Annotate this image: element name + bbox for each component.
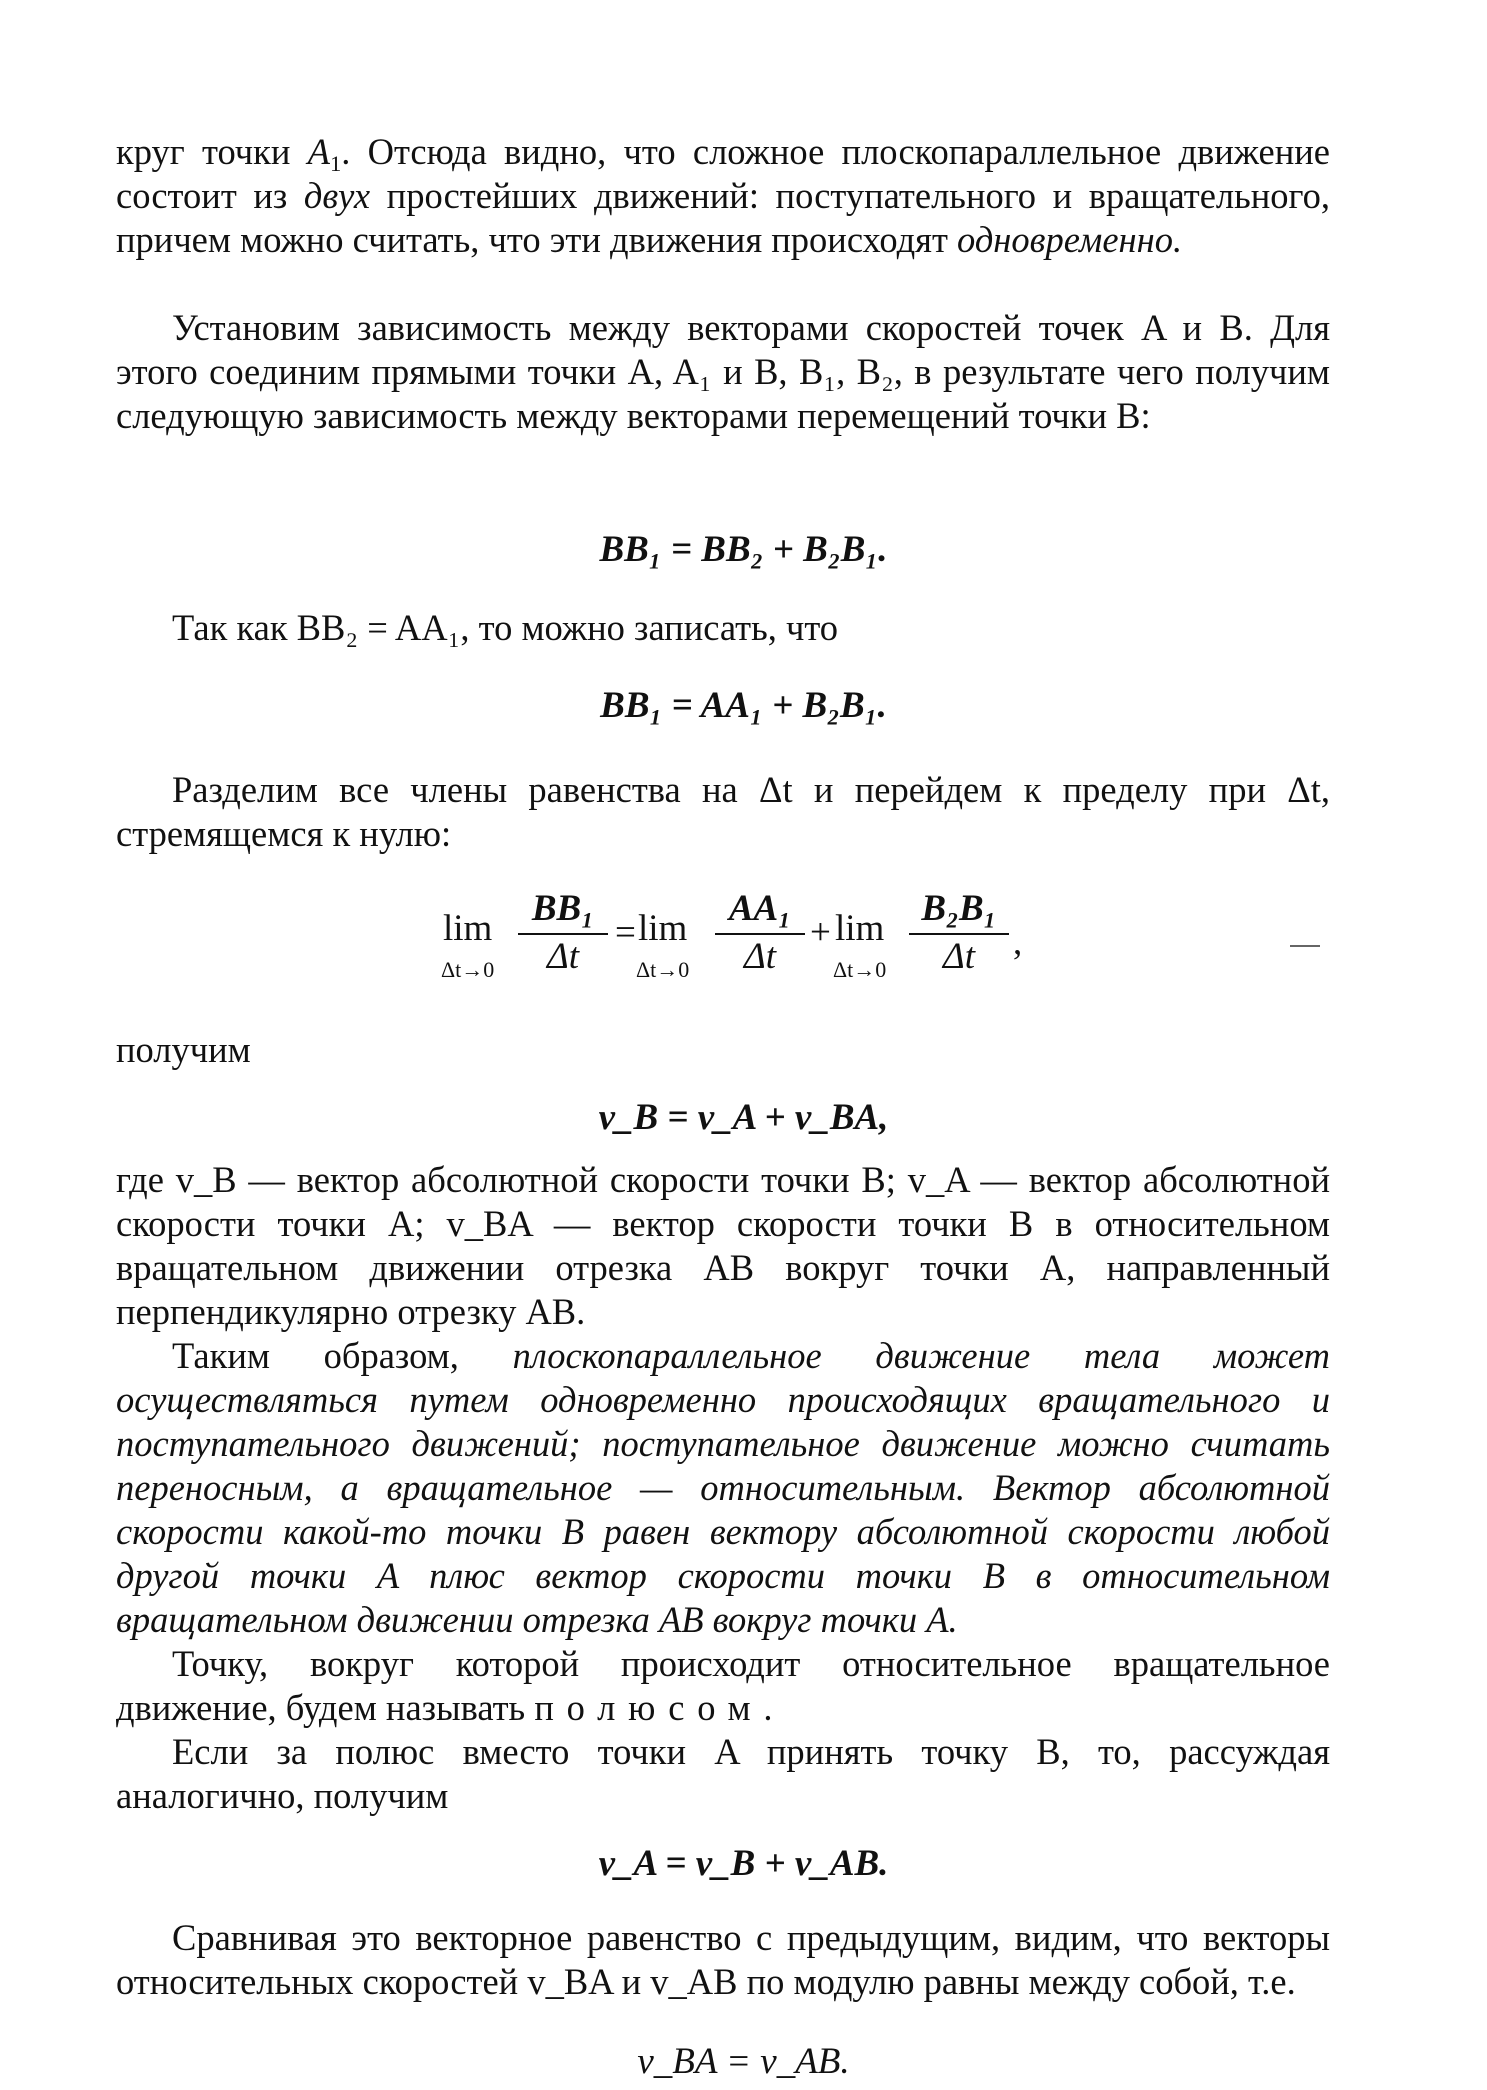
p7-italic-definition: плоскопараллельное движение тела может осуществляться путем одновременно происходящих вращательного и поступательного движений; поступательное движение можно считать переносным, а вращательное — относительным. Вектор абсолютной скорости какой-то точки B равен вектору абсолютной скорости любой другой точки A плюс вектор скорости точки B в относительном вращательном движении отрезка AB вокруг точки A. bbox=[116, 1335, 1330, 1640]
equation-1: BB₁ = BB₂ + B₂B₁. bbox=[599, 529, 888, 570]
lim-2: lim bbox=[638, 908, 688, 949]
equation-2: BB₁ = AA₁ + B₂B₁. bbox=[600, 685, 887, 726]
p6-text: где v_B — вектор абсолютной скорости точки B; v_A — вектор абсолютной скорости точки A; v_BA — вектор скорости точки B в относительном вращательном движении отрезка AB вокруг точки A, направленный перпендикулярно отрезку AB. bbox=[116, 1159, 1330, 1332]
fraction-1 bbox=[518, 887, 608, 977]
p1-emph-dvukh: двух bbox=[303, 175, 371, 216]
comma: , bbox=[1013, 922, 1023, 963]
fraction-3 bbox=[909, 887, 1009, 977]
p5-text: получим bbox=[116, 1029, 251, 1070]
plus-sign: + bbox=[810, 912, 831, 953]
paragraph-10 bbox=[116, 1916, 1330, 2004]
p1-text-b: . Отсюда видно, что сложное плоскопараллельное движение состоит из bbox=[116, 131, 1330, 216]
fraction-3-den: Δt bbox=[943, 936, 975, 977]
scan-artifact bbox=[1290, 945, 1320, 947]
fraction-2-num: AA₁ bbox=[728, 888, 792, 929]
lim-2-sub: Δt→0 bbox=[636, 957, 690, 982]
equation-5: v_BA = v_AB. bbox=[637, 2041, 850, 2082]
paragraph-1 bbox=[116, 130, 1330, 262]
lim-1: lim bbox=[443, 908, 493, 949]
p2-text: Установим зависимость между векторами скоростей точек A и B. Для этого соединим прямыми точки A, A₁ и B, B₁, B₂, в результате чего получим следующую зависимость между векторами перемещений точки B: bbox=[116, 307, 1330, 436]
p1-emph-odnovremenno: одновременно. bbox=[957, 219, 1183, 260]
p8-text-c: . bbox=[763, 1687, 773, 1728]
fraction-3-num: B₂B₁ bbox=[921, 888, 997, 929]
paragraph-4 bbox=[116, 768, 1330, 856]
fraction-1-den: Δt bbox=[547, 936, 579, 977]
p8-text-a: Точку, вокруг которой происходит относительное вращательное движение, будем называть bbox=[116, 1643, 1330, 1728]
paragraph-6 bbox=[116, 1158, 1330, 1334]
p10-text: Сравнивая это векторное равенство с предыдущим, видим, что векторы относительных скоростей v_BA и v_AB по модулю равны между собой, т.е. bbox=[116, 1917, 1330, 2002]
fraction-3-bar bbox=[909, 933, 1009, 935]
p1-var-a-sub: 1 bbox=[329, 150, 342, 176]
limit-equation bbox=[443, 887, 1063, 997]
lim-3-sub: Δt→0 bbox=[833, 957, 887, 982]
paragraph-2 bbox=[116, 306, 1330, 438]
p8-term-polyus: полюсом bbox=[534, 1687, 764, 1728]
fraction-1-bar bbox=[518, 933, 608, 935]
paragraph-7 bbox=[116, 1334, 1330, 1642]
lim-3: lim bbox=[835, 908, 885, 949]
fraction-2-bar bbox=[715, 933, 805, 935]
equals-sign: = bbox=[615, 912, 636, 953]
equation-4: v_A = v_B + v_AB. bbox=[598, 1843, 889, 1884]
p1-var-a: A bbox=[307, 131, 330, 172]
paragraph-8 bbox=[116, 1642, 1330, 1730]
p1-text-a: круг точки bbox=[116, 131, 308, 172]
p4-text: Разделим все члены равенства на Δt и перейдем к пределу при Δt, стремящемся к нулю: bbox=[116, 769, 1330, 854]
p9-text: Если за полюс вместо точки A принять точку B, то, рассуждая аналогично, получим bbox=[116, 1731, 1330, 1816]
paragraph-5 bbox=[116, 1028, 1330, 1072]
fraction-1-num: BB₁ bbox=[531, 888, 595, 929]
p7-text-a: Таким образом, bbox=[172, 1335, 513, 1376]
p1-text-d: простейших движений: поступательного и вращательного, причем можно считать, что эти движения происходят bbox=[116, 175, 1330, 260]
paragraph-3 bbox=[116, 606, 1330, 650]
lim-1-sub: Δt→0 bbox=[441, 957, 495, 982]
fraction-2 bbox=[715, 887, 805, 977]
fraction-2-den: Δt bbox=[744, 936, 776, 977]
paragraph-9 bbox=[116, 1730, 1330, 1818]
p3-text: Так как BB₂ = AA₁, то можно записать, что bbox=[172, 607, 839, 648]
equation-3: v_B = v_A + v_BA, bbox=[598, 1097, 889, 1138]
